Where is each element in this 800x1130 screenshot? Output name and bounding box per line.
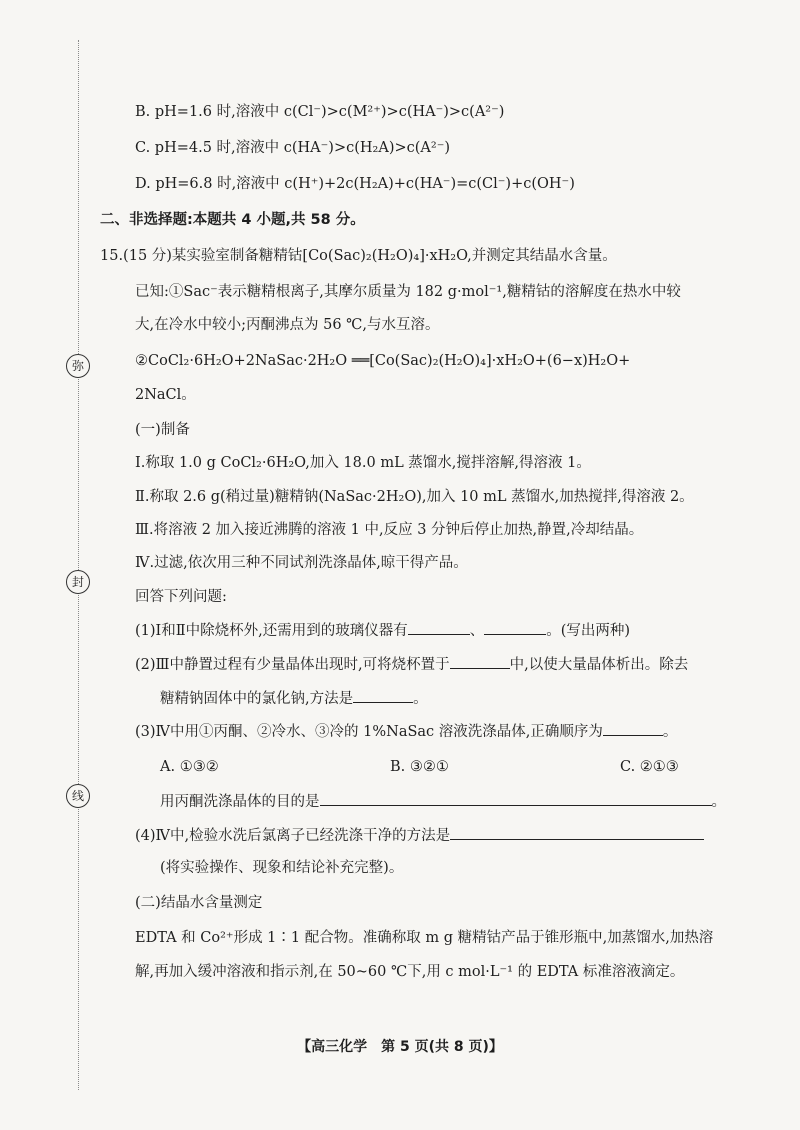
seal-mark: 弥 — [66, 354, 90, 378]
known-info-1-cont: 大,在冷水中较小;丙酮沸点为 56 ℃,与水互溶。 — [135, 317, 440, 333]
q15-title: 15.(15 分)某实验室制备糖精钴[Co(Sac)₂(H₂O)₄]·xH₂O,并测定其结晶水含量。 — [100, 248, 617, 264]
question-3-purpose: 用丙酮洗涤晶体的目的是 。 — [160, 791, 800, 812]
section-heading: 二、非选择题:本题共 4 小题,共 58 分。 — [100, 212, 365, 228]
page-footer: 【高三化学 第 5 页(共 8 页)】 — [297, 1039, 503, 1055]
q14-option-c: C. pH=4.5 时,溶液中 c(HA⁻)>c(H₂A)>c(A²⁻) — [135, 140, 450, 156]
option-c[interactable]: C. ②①③ — [620, 759, 679, 775]
part-heading: (二)结晶水含量测定 — [135, 895, 263, 911]
option-b[interactable]: B. ③②① — [390, 759, 449, 775]
paragraph: 解,再加入缓冲溶液和指示剂,在 50~60 ℃下,用 c mol·L⁻¹ 的 EDTA 标准溶液滴定。 — [135, 964, 685, 980]
answer-blank[interactable] — [353, 688, 413, 703]
option-a[interactable]: A. ①③② — [160, 759, 219, 775]
question-1: (1)Ⅰ和Ⅱ中除烧杯外,还需用到的玻璃仪器有 、 。(写出两种) — [135, 620, 795, 641]
q14-option-b: B. pH=1.6 时,溶液中 c(Cl⁻)>c(M²⁺)>c(HA⁻)>c(A²⁻) — [135, 104, 505, 120]
known-info-2-cont: 2NaCl。 — [135, 387, 196, 403]
seal-mark: 封 — [66, 570, 90, 594]
step: Ⅰ.称取 1.0 g CoCl₂·6H₂O,加入 18.0 mL 蒸馏水,搅拌溶解,得溶液 1。 — [135, 455, 591, 471]
question-3: (3)Ⅳ中用①丙酮、②冷水、③冷的 1%NaSac 溶液洗涤晶体,正确顺序为 。 — [135, 721, 795, 742]
question-4: (4)Ⅳ中,检验水洗后氯离子已经洗涤干净的方法是 — [135, 825, 795, 846]
part-heading: (一)制备 — [135, 422, 190, 438]
known-info-1: 已知:①Sac⁻表示糖精根离子,其摩尔质量为 182 g·mol⁻¹,糖精钴的溶解度在热水中较 — [135, 284, 681, 300]
answer-blank[interactable] — [484, 620, 546, 635]
answer-blank[interactable] — [450, 825, 704, 840]
answer-blank[interactable] — [603, 721, 663, 736]
binding-line — [78, 40, 79, 1090]
answer-blank[interactable] — [320, 791, 712, 806]
question-2-cont: 糖精钠固体中的氯化钠,方法是 。 — [160, 688, 800, 709]
q14-option-d: D. pH=6.8 时,溶液中 c(H⁺)+2c(H₂A)+c(HA⁻)=c(Cl⁻)+c(OH⁻) — [135, 176, 575, 192]
question-2: (2)Ⅲ中静置过程有少量晶体出现时,可将烧杯置于 中,以使大量晶体析出。除去 — [135, 654, 795, 675]
seal-mark: 线 — [66, 784, 90, 808]
step: Ⅳ.过滤,依次用三种不同试剂洗涤晶体,晾干得产品。 — [135, 555, 468, 571]
answer-blank[interactable] — [408, 620, 470, 635]
step: Ⅱ.称取 2.6 g(稍过量)糖精钠(NaSac·2H₂O),加入 10 mL 蒸馏水,加热搅拌,得溶液 2。 — [135, 489, 694, 505]
paragraph: EDTA 和 Co²⁺形成 1∶1 配合物。准确称取 m g 糖精钴产品于锥形瓶中,加蒸馏水,加热溶 — [135, 930, 714, 946]
known-info-2: ②CoCl₂·6H₂O+2NaSac·2H₂O ══[Co(Sac)₂(H₂O)₄]·xH₂O+(6−x)H₂O+ — [135, 353, 631, 369]
answer-blank[interactable] — [450, 654, 510, 669]
answer-prompt: 回答下列问题: — [135, 589, 227, 605]
step: Ⅲ.将溶液 2 加入接近沸腾的溶液 1 中,反应 3 分钟后停止加热,静置,冷却结晶。 — [135, 522, 644, 538]
question-4-note: (将实验操作、现象和结论补充完整)。 — [160, 860, 404, 876]
